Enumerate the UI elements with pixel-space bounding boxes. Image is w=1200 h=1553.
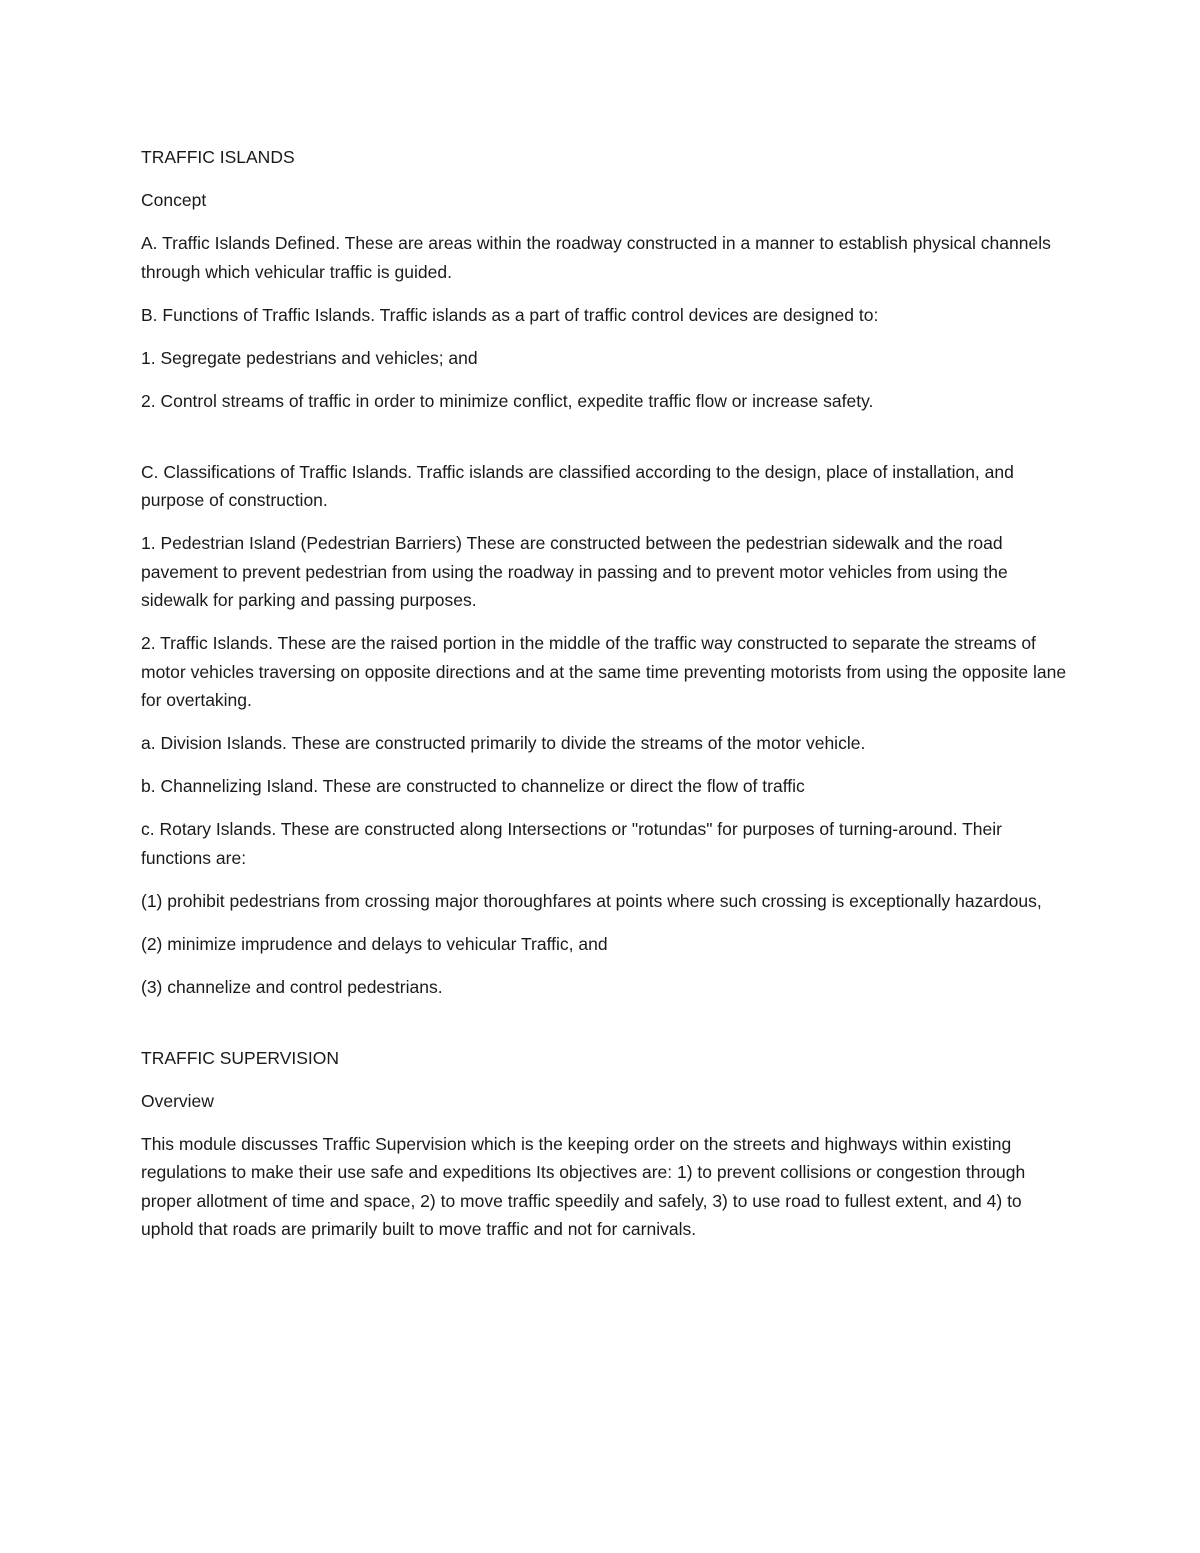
paragraph-islands-functions: B. Functions of Traffic Islands. Traffic islands as a part of traffic control devices are designed to: [141, 304, 879, 325]
list-item-division-islands: a. Division Islands. These are constructed primarily to divide the streams of the motor vehicle. [141, 733, 866, 753]
section-heading-traffic-islands: TRAFFIC ISLANDS [141, 147, 295, 167]
list-item-pedestrian-island: 1. Pedestrian Island (Pedestrian Barriers) These are constructed between the pedestrian sidewalk and the road pavement to prevent pedestrian from using the roadway in passing and to prevent motor vehicles from using the sidewalk for parking and passing purposes. [141, 533, 1008, 610]
document-body [141, 143, 1071, 1258]
list-item-function-3: (3) channelize and control pedestrians. [141, 976, 443, 997]
blank-line [141, 430, 1071, 458]
paragraph-islands-defined: A. Traffic Islands Defined. These are areas within the roadway constructed in a manner to establish physical channels through which vehicular traffic is guided. [141, 233, 1051, 282]
list-item-control-streams: 2. Control streams of traffic in order to minimize conflict, expedite traffic flow or increase safety. [141, 390, 874, 411]
list-item-traffic-islands: 2. Traffic Islands. These are the raised portion in the middle of the traffic way constructed to separate the streams of motor vehicles traversing on opposite directions and at the same time preventing motorists from using the opposite lane for overtaking. [141, 633, 1067, 710]
paragraph-supervision-overview: This module discusses Traffic Supervision which is the keeping order on the streets and highways within existing regulations to make their use safe and expeditions Its objectives are: 1) to prevent collisions or congestion through proper allotment of time and space, 2) to move traffic speedily and safely, 3) to use road to fullest extent, and 4) to uphold that roads are primarily built to move traffic and not for carnivals. [141, 1133, 1026, 1239]
list-item-function-2: (2) minimize imprudence and delays to vehicular Traffic, and [141, 933, 608, 954]
list-item-channelizing-island: b. Channelizing Island. These are constructed to channelize or direct the flow of traffic [141, 776, 805, 796]
list-item-segregate: 1. Segregate pedestrians and vehicles; and [141, 347, 478, 368]
list-item-rotary-islands: c. Rotary Islands. These are constructed along Intersections or "rotundas" for purposes of turning-around. Their functions are: [141, 819, 1002, 868]
section-heading-traffic-supervision: TRAFFIC SUPERVISION [141, 1047, 340, 1068]
list-item-function-1: (1) prohibit pedestrians from crossing major thoroughfares at points where such crossing is exceptionally hazardous, [141, 890, 1042, 911]
blank-line [141, 1016, 1071, 1044]
subheading-concept: Concept [141, 190, 207, 210]
paragraph-classifications: C. Classifications of Traffic Islands. Traffic islands are classified according to the design, place of installation, and purpose of construction. [141, 461, 1014, 510]
subheading-overview: Overview [141, 1090, 214, 1111]
